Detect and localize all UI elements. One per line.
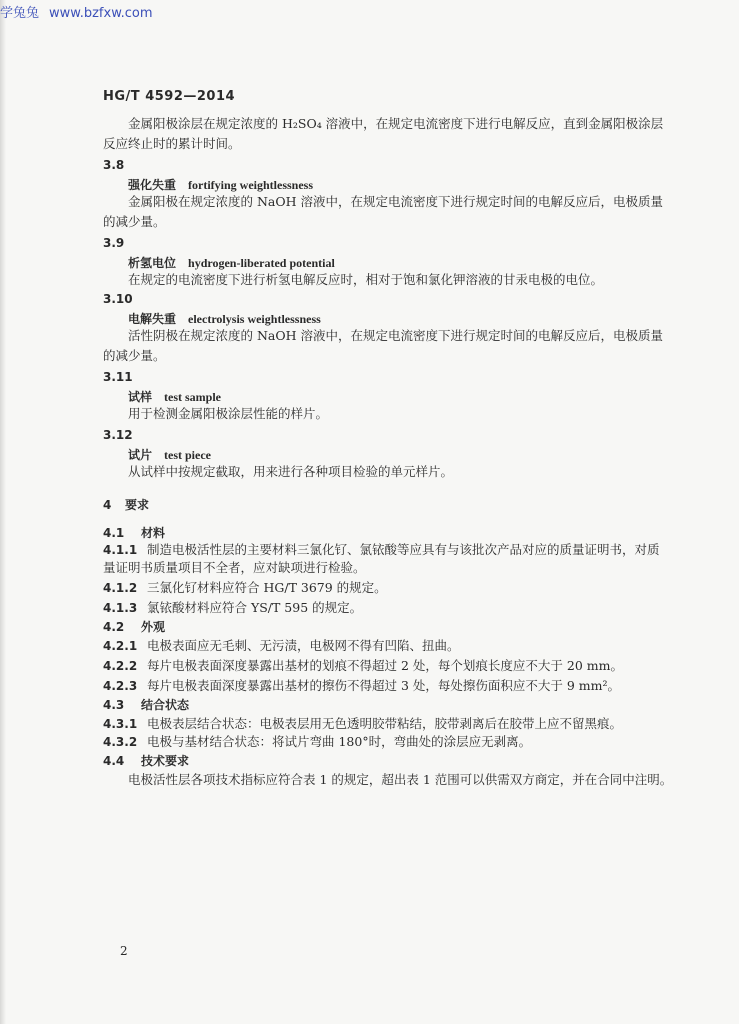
term-definition-line-1: 在规定的电流密度下进行析氢电解反应时，相对于饱和氯化钾溶液的甘汞电极的电位。 <box>128 272 604 287</box>
term-en: fortifying weightlessness <box>188 178 314 192</box>
term-definition-line-1: 金属阳极在规定浓度的 NaOH 溶液中，在规定电流密度下进行规定时间的电解反应后，电极质量 <box>128 194 663 209</box>
watermark <box>0 2 153 21</box>
clause-item <box>103 732 531 750</box>
clause-number: 4.2.2 <box>103 659 138 673</box>
clause-text: 氯铱酸材料应符合 YS/T 595 的规定。 <box>147 600 363 615</box>
subsection-title: 技术要求 <box>141 754 190 768</box>
term-number: 3.8 <box>103 158 125 172</box>
clause-number: 4.1.3 <box>103 601 138 615</box>
term-number: 3.9 <box>103 236 125 250</box>
term-definition-line-1: 用于检测金属阳极涂层性能的样片。 <box>128 406 329 421</box>
term-zh: 试片 <box>128 448 153 462</box>
term-definition-line-1: 从试样中按规定截取，用来进行各种项目检验的单元样片。 <box>128 464 454 479</box>
subsection-title: 外观 <box>141 620 166 634</box>
clause-text: 每片电极表面深度暴露出基材的划痕不得超过 2 处，每个划痕长度应不大于 20 mm。 <box>147 658 623 673</box>
term-heading <box>128 388 221 405</box>
clause-item <box>103 598 362 616</box>
clause-number: 4.2.1 <box>103 639 138 653</box>
term-number: 3.12 <box>103 428 133 442</box>
term-zh: 试样 <box>128 390 153 404</box>
term-zh: 电解失重 <box>128 312 177 326</box>
subsection-number: 4.3 <box>103 698 125 712</box>
term-en: test sample <box>164 390 222 404</box>
clause-text: 电极表层结合状态：电极表层用无色透明胶带粘结，胶带剥离后在胶带上应不留黑痕。 <box>147 716 623 731</box>
clause-text: 电极与基材结合状态：将试片弯曲 180°时，弯曲处的涂层应无剥离。 <box>147 734 532 749</box>
clause-item <box>103 540 660 558</box>
clause-item <box>103 656 623 674</box>
clause-number: 4.3.2 <box>103 735 138 749</box>
section-number: 4 <box>103 498 112 512</box>
term-en: hydrogen-liberated potential <box>188 256 335 270</box>
clause-number: 4.2.3 <box>103 679 138 693</box>
clause-item <box>103 636 460 654</box>
clause-number: 4.1.1 <box>103 543 138 557</box>
term-number: 3.11 <box>103 370 133 384</box>
term-heading <box>128 446 211 463</box>
term-definition-line-1: 活性阴极在规定浓度的 NaOH 溶液中，在规定电流密度下进行规定时间的电解反应后，电极质量 <box>128 328 663 343</box>
subsection-heading <box>103 618 165 635</box>
subsection-number: 4.1 <box>103 526 125 540</box>
subsection-heading <box>103 524 165 541</box>
intro-line-2: 反应终止时的累计时间。 <box>103 136 241 151</box>
subsection-title: 材料 <box>141 526 166 540</box>
watermark-site: 学兔兔 <box>0 6 40 21</box>
clause-text: 电极表面应无毛刺、无污渍，电极网不得有凹陷、扭曲。 <box>147 638 460 653</box>
clause-number: 4.1.2 <box>103 581 138 595</box>
watermark-url: www.bzfxw.com <box>49 6 153 21</box>
term-zh: 强化失重 <box>128 178 177 192</box>
term-en: electrolysis weightlessness <box>188 312 321 326</box>
subsection-heading <box>103 696 189 713</box>
term-zh: 析氢电位 <box>128 256 177 270</box>
clause-text: 每片电极表面深度暴露出基材的擦伤不得超过 3 处，每处擦伤面积应不大于 9 mm²。 <box>147 678 621 693</box>
term-heading <box>128 176 313 193</box>
scan-edge <box>0 0 6 1024</box>
standard-code-header: HG/T 4592—2014 <box>103 89 236 104</box>
term-number: 3.10 <box>103 292 133 306</box>
clause-item <box>103 578 387 596</box>
subsection-heading <box>103 752 189 769</box>
term-definition-line-2: 的减少量。 <box>103 214 166 229</box>
clause-text: 制造电极活性层的主要材料三氯化钌、氯铱酸等应具有与该批次产品对应的质量证明书，对质 <box>147 542 660 557</box>
term-heading <box>128 254 335 271</box>
clause-item <box>103 714 622 732</box>
clause-item <box>103 676 620 694</box>
clause-text: 三氯化钌材料应符合 HG/T 3679 的规定。 <box>147 580 387 595</box>
requirement-paragraph: 电极活性层各项技术指标应符合表 1 的规定，超出表 1 范围可以供需双方商定，并在合同中注明。 <box>128 772 673 787</box>
subsection-number: 4.2 <box>103 620 125 634</box>
term-heading <box>128 310 321 327</box>
subsection-number: 4.4 <box>103 754 125 768</box>
intro-line-1: 金属阳极涂层在规定浓度的 H₂SO₄ 溶液中，在规定电流密度下进行电解反应，直到金属阳极涂层 <box>128 116 664 131</box>
subsection-title: 结合状态 <box>141 698 190 712</box>
clause-number: 4.3.1 <box>103 717 138 731</box>
section-title: 要求 <box>125 498 150 512</box>
clause-text-continued: 量证明书质量项目不全者，应对缺项进行检验。 <box>103 560 366 575</box>
term-definition-line-2: 的减少量。 <box>103 348 166 363</box>
section-4-heading <box>103 496 149 513</box>
term-en: test piece <box>164 448 211 462</box>
page-number: 2 <box>120 944 128 958</box>
